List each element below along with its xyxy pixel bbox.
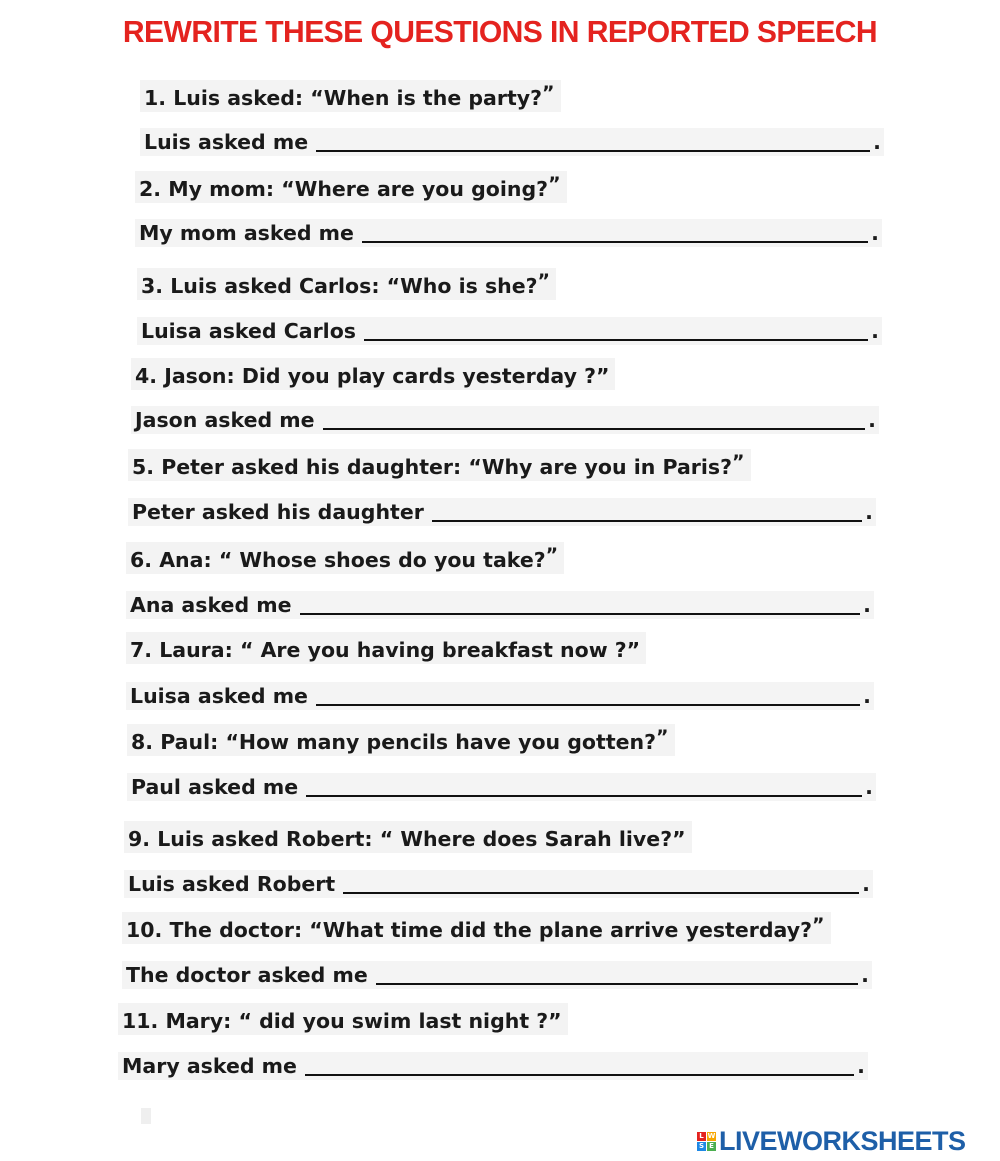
logo-block: L xyxy=(697,1132,706,1141)
answer-stem: Paul asked me xyxy=(131,775,299,799)
question-2 xyxy=(135,171,567,203)
answer-line-1[interactable] xyxy=(140,128,884,156)
question-6 xyxy=(126,542,564,574)
answer-line-8[interactable] xyxy=(127,773,876,801)
end-period: . xyxy=(873,130,881,154)
answer-blank[interactable] xyxy=(364,319,868,341)
liveworksheets-logo[interactable] xyxy=(697,1126,966,1157)
answer-blank[interactable] xyxy=(362,221,868,243)
question-3 xyxy=(137,268,556,300)
question-7 xyxy=(126,632,646,664)
logo-block: W xyxy=(707,1132,716,1140)
answer-line-9[interactable] xyxy=(124,870,873,898)
answer-blank[interactable] xyxy=(323,408,865,430)
question-text: 5. Peter asked his daughter: “Why are you in Paris? xyxy=(132,455,733,479)
question-text: 11. Mary: “ did you swim last night ?” xyxy=(122,1009,562,1033)
end-period: . xyxy=(871,319,879,343)
answer-line-4[interactable] xyxy=(131,406,879,434)
question-text: 7. Laura: “ Are you having breakfast now ?” xyxy=(130,638,641,662)
answer-stem: Luisa asked Carlos xyxy=(141,319,356,343)
answer-line-10[interactable] xyxy=(122,961,872,989)
question-10 xyxy=(122,912,831,944)
question-5 xyxy=(128,449,751,481)
logo-block: S xyxy=(698,1142,705,1150)
quote-mark: ” xyxy=(537,270,551,292)
answer-stem: My mom asked me xyxy=(139,221,354,245)
quote-mark: ” xyxy=(812,914,825,936)
question-1 xyxy=(140,80,561,112)
answer-blank[interactable] xyxy=(300,593,860,615)
question-4 xyxy=(131,358,615,390)
answer-stem: The doctor asked me xyxy=(126,963,368,987)
quote-mark: ” xyxy=(732,451,745,473)
answer-blank[interactable] xyxy=(316,684,860,706)
answer-line-3[interactable] xyxy=(137,317,882,345)
answer-line-2[interactable] xyxy=(135,219,882,247)
answer-line-7[interactable] xyxy=(126,682,874,710)
answer-blank[interactable] xyxy=(376,963,858,985)
quote-mark: ” xyxy=(545,544,559,566)
quote-mark: ” xyxy=(656,726,669,748)
end-period: . xyxy=(862,872,870,896)
quote-mark: ” xyxy=(548,173,561,195)
answer-blank[interactable] xyxy=(305,1054,854,1076)
end-period: . xyxy=(861,963,869,987)
end-period: . xyxy=(863,593,871,617)
question-text: 2. My mom: “Where are you going? xyxy=(139,177,549,201)
answer-blank[interactable] xyxy=(306,775,862,797)
end-period: . xyxy=(857,1054,865,1078)
question-text: 6. Ana: “ Whose shoes do you take? xyxy=(130,548,546,572)
end-period: . xyxy=(868,408,876,432)
answer-stem: Peter asked his daughter xyxy=(132,500,424,524)
answer-blank[interactable] xyxy=(316,130,870,152)
answer-blank[interactable] xyxy=(343,872,859,894)
question-8 xyxy=(127,724,675,756)
answer-stem: Luis asked me xyxy=(144,130,309,154)
answer-stem: Ana asked me xyxy=(130,593,292,617)
worksheet-title: REWRITE THESE QUESTIONS IN REPORTED SPEECH xyxy=(122,14,878,49)
answer-stem: Mary asked me xyxy=(122,1054,297,1078)
question-text: 9. Luis asked Robert: “ Where does Sarah live?” xyxy=(128,827,686,851)
logo-blocks-icon xyxy=(697,1132,716,1151)
question-text: 3. Luis asked Carlos: “Who is she? xyxy=(141,274,538,298)
end-period: . xyxy=(871,221,879,245)
answer-line-6[interactable] xyxy=(126,591,874,619)
end-period: . xyxy=(865,775,873,799)
decorative-square xyxy=(141,1108,151,1124)
question-11 xyxy=(118,1003,568,1035)
answer-stem: Jason asked me xyxy=(135,408,315,432)
answer-stem: Luis asked Robert xyxy=(128,872,336,896)
answer-line-11[interactable] xyxy=(118,1052,868,1080)
quote-mark: ” xyxy=(542,82,555,104)
answer-stem: Luisa asked me xyxy=(130,684,308,708)
end-period: . xyxy=(865,500,873,524)
end-period: . xyxy=(863,684,871,708)
question-text: 4. Jason: Did you play cards yesterday ?” xyxy=(135,364,610,388)
question-text: 10. The doctor: “What time did the plane arrive yesterday? xyxy=(126,918,812,942)
logo-block: E xyxy=(707,1142,716,1151)
answer-line-5[interactable] xyxy=(128,498,876,526)
question-9 xyxy=(124,821,692,853)
question-text: 8. Paul: “How many pencils have you gotten? xyxy=(131,730,657,754)
logo-brand-text: LIVEWORKSHEETS xyxy=(719,1126,966,1156)
answer-blank[interactable] xyxy=(432,500,862,522)
question-text: 1. Luis asked: “When is the party? xyxy=(144,86,543,110)
